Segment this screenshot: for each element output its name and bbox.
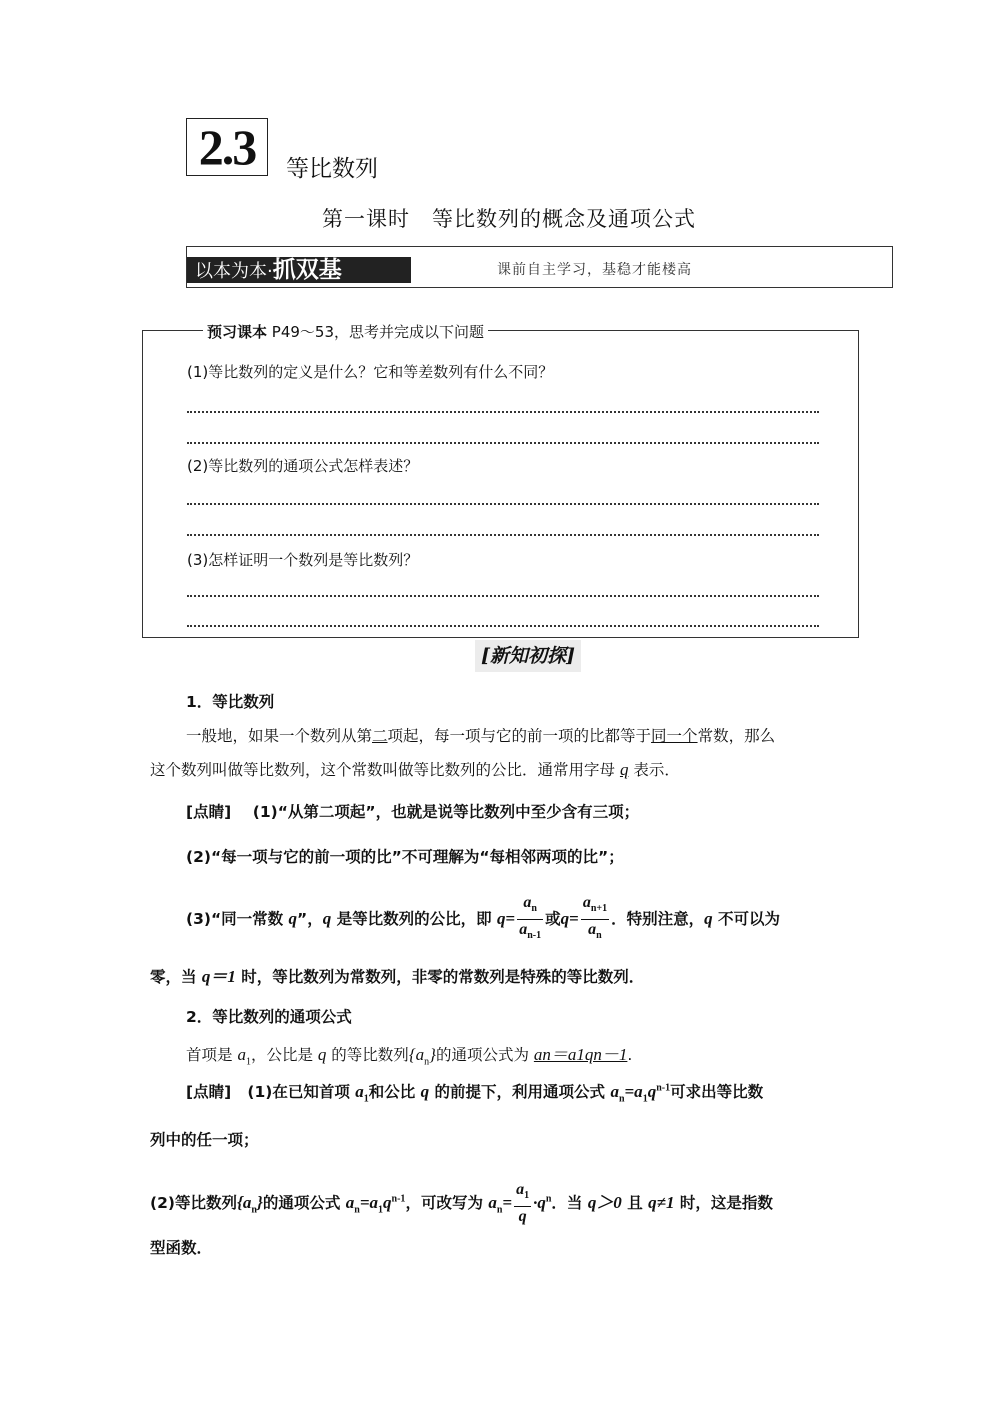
math: q＞0 [587, 1193, 622, 1213]
preview-question-3: (3)怎样证明一个数列是等比数列？ [187, 551, 419, 569]
note2-1-line2: 列中的任一项； [150, 1131, 259, 1149]
math-q: q [322, 909, 332, 929]
preview-legend [203, 321, 488, 342]
answer-line[interactable] [187, 503, 819, 505]
note2-2-line2: 型函数． [150, 1239, 213, 1257]
formula-line: 首项是 $a_1$，公比是 q 的等比数列$\{a_n\}$的通项公式为 an＝a1qn－1. [186, 1045, 633, 1068]
text: 和公比 [368, 1083, 421, 1101]
text: (1)“从第二项起”，也就是说等比数列中至少含有三项； [252, 803, 640, 821]
banner-tag-big: 抓双基 [272, 257, 342, 283]
new-knowledge-label: [新知初探] [475, 640, 581, 672]
math-q: q [497, 909, 506, 929]
text: 首项是 [186, 1046, 238, 1064]
math-q: q [560, 909, 570, 929]
definition-line-2 [150, 758, 680, 780]
note1-2: (2)“每一项与它的前一项的比”不可理解为“每相邻两项的比”； [186, 848, 624, 866]
math: q＝1 [201, 967, 236, 986]
text: 一般地，如果一个数列从第 [186, 727, 373, 745]
text: 这个数列叫做等比数列，这个常数叫做等比数列的公比．通常用字母 [150, 761, 620, 779]
text: 零，当 [150, 968, 202, 986]
banner-tag [187, 257, 411, 283]
text: 的前提下，利用通项公式 [429, 1083, 611, 1101]
math: q≠1 [648, 1193, 675, 1213]
preview-question-1: (1)等比数列的定义是什么？它和等差数列有什么不同？ [187, 363, 554, 381]
preview-question-2: (2)等比数列的通项公式怎样表述？ [187, 457, 419, 475]
fill-blank: 同一个 [651, 727, 698, 745]
text: ”， [297, 910, 323, 929]
banner-subtitle: 课前自主学习，基稳才能楼高 [497, 262, 692, 278]
preview-legend-rest: P49～53，思考并完成以下问题 [267, 323, 485, 341]
general-term-formula: an＝a1qn－1 [533, 1045, 628, 1064]
answer-line[interactable] [187, 625, 819, 627]
text: 的通项公式为 [435, 1046, 534, 1064]
fraction: $\frac{a_1}{q}$ [516, 1181, 530, 1226]
text: 是等比数列的公比，即 [331, 910, 498, 929]
section-number-box: 2.3 [186, 118, 268, 176]
text: 常数，那么 [697, 727, 776, 745]
note1-1 [186, 800, 639, 822]
section-title: 等比数列 [286, 156, 378, 182]
text: 且 [621, 1194, 649, 1213]
answer-line[interactable] [187, 534, 819, 536]
text: 的通项公式 [262, 1194, 346, 1213]
lesson-title [322, 203, 696, 233]
fraction: $\frac{a_{n+1}}{a_n}$ [582, 894, 608, 942]
answer-line[interactable] [187, 411, 819, 413]
text: 表示． [628, 761, 680, 779]
text: (3)“同一常数 [186, 910, 289, 929]
text: 时，这是指数 [674, 1194, 773, 1213]
text: (2)等比数列 [150, 1194, 237, 1213]
fill-blank: 二 [372, 727, 388, 745]
definition-line-1 [186, 724, 775, 746]
fraction: $\frac{a_n}{a_{n-1}}$ [519, 894, 542, 942]
text: 时，等比数列为常数列，非零的常数列是特殊的等比数列． [235, 968, 645, 986]
text: (1)在已知首项 [247, 1083, 356, 1101]
note1-3: (3)“同一常数 q”，q 是等比数列的公比，即 q= $\frac{a_n}{a_{n-1}}$ 或q= $\frac{a_{n+1}}{a_n}$ ．特别注意，q 不可以为 [186, 893, 780, 946]
text: ．特别注意， [611, 910, 705, 929]
note2-2: (2)等比数列$\{a_n\}$的通项公式 $a_n=a_1q^{n-1}$，可改写为 $a_n=$ $\frac{a_1}{q}$ $\cdot q^n$．当 q＞0 且 q≠1 时，这是指数 [150, 1181, 773, 1226]
den: a [519, 921, 528, 939]
num: a [523, 894, 532, 911]
preview-legend-bold: 预习课本 [207, 323, 268, 341]
section2-heading: 2．等比数列的通项公式 [186, 1008, 352, 1026]
math-q: q [704, 909, 713, 929]
banner-tag-small: 以本为本· [195, 261, 273, 282]
text: 或 [545, 910, 561, 929]
text: 可求出等比数 [670, 1083, 764, 1101]
note-label: [点睛] [186, 803, 232, 821]
text: 项起，每一项与它的前一项的比都等于 [387, 727, 652, 745]
note1-3-line2 [150, 962, 644, 987]
note-label: [点睛] [186, 1083, 232, 1101]
lesson-name: 等比数列的概念及通项公式 [432, 207, 696, 231]
section-banner [186, 246, 893, 288]
note2-1: [点睛] (1)在已知首项 $a_1$和公比 q 的前提下，利用通项公式 $a_n=a_1q^{n-1}$可求出等比数 [186, 1082, 764, 1105]
answer-line[interactable] [187, 595, 819, 597]
text: ，可改写为 [405, 1194, 489, 1213]
answer-line[interactable] [187, 442, 819, 444]
math-q: q [619, 760, 629, 779]
preview-box [142, 323, 859, 638]
text: 的等比数列 [326, 1046, 409, 1064]
section1-heading: 1．等比数列 [186, 693, 275, 711]
text: 不可以为 [712, 910, 781, 929]
text: ．当 [551, 1194, 588, 1213]
lesson-label: 第一课时 [322, 207, 410, 231]
text: ，公比是 [250, 1046, 318, 1064]
math-q: q [288, 909, 298, 929]
